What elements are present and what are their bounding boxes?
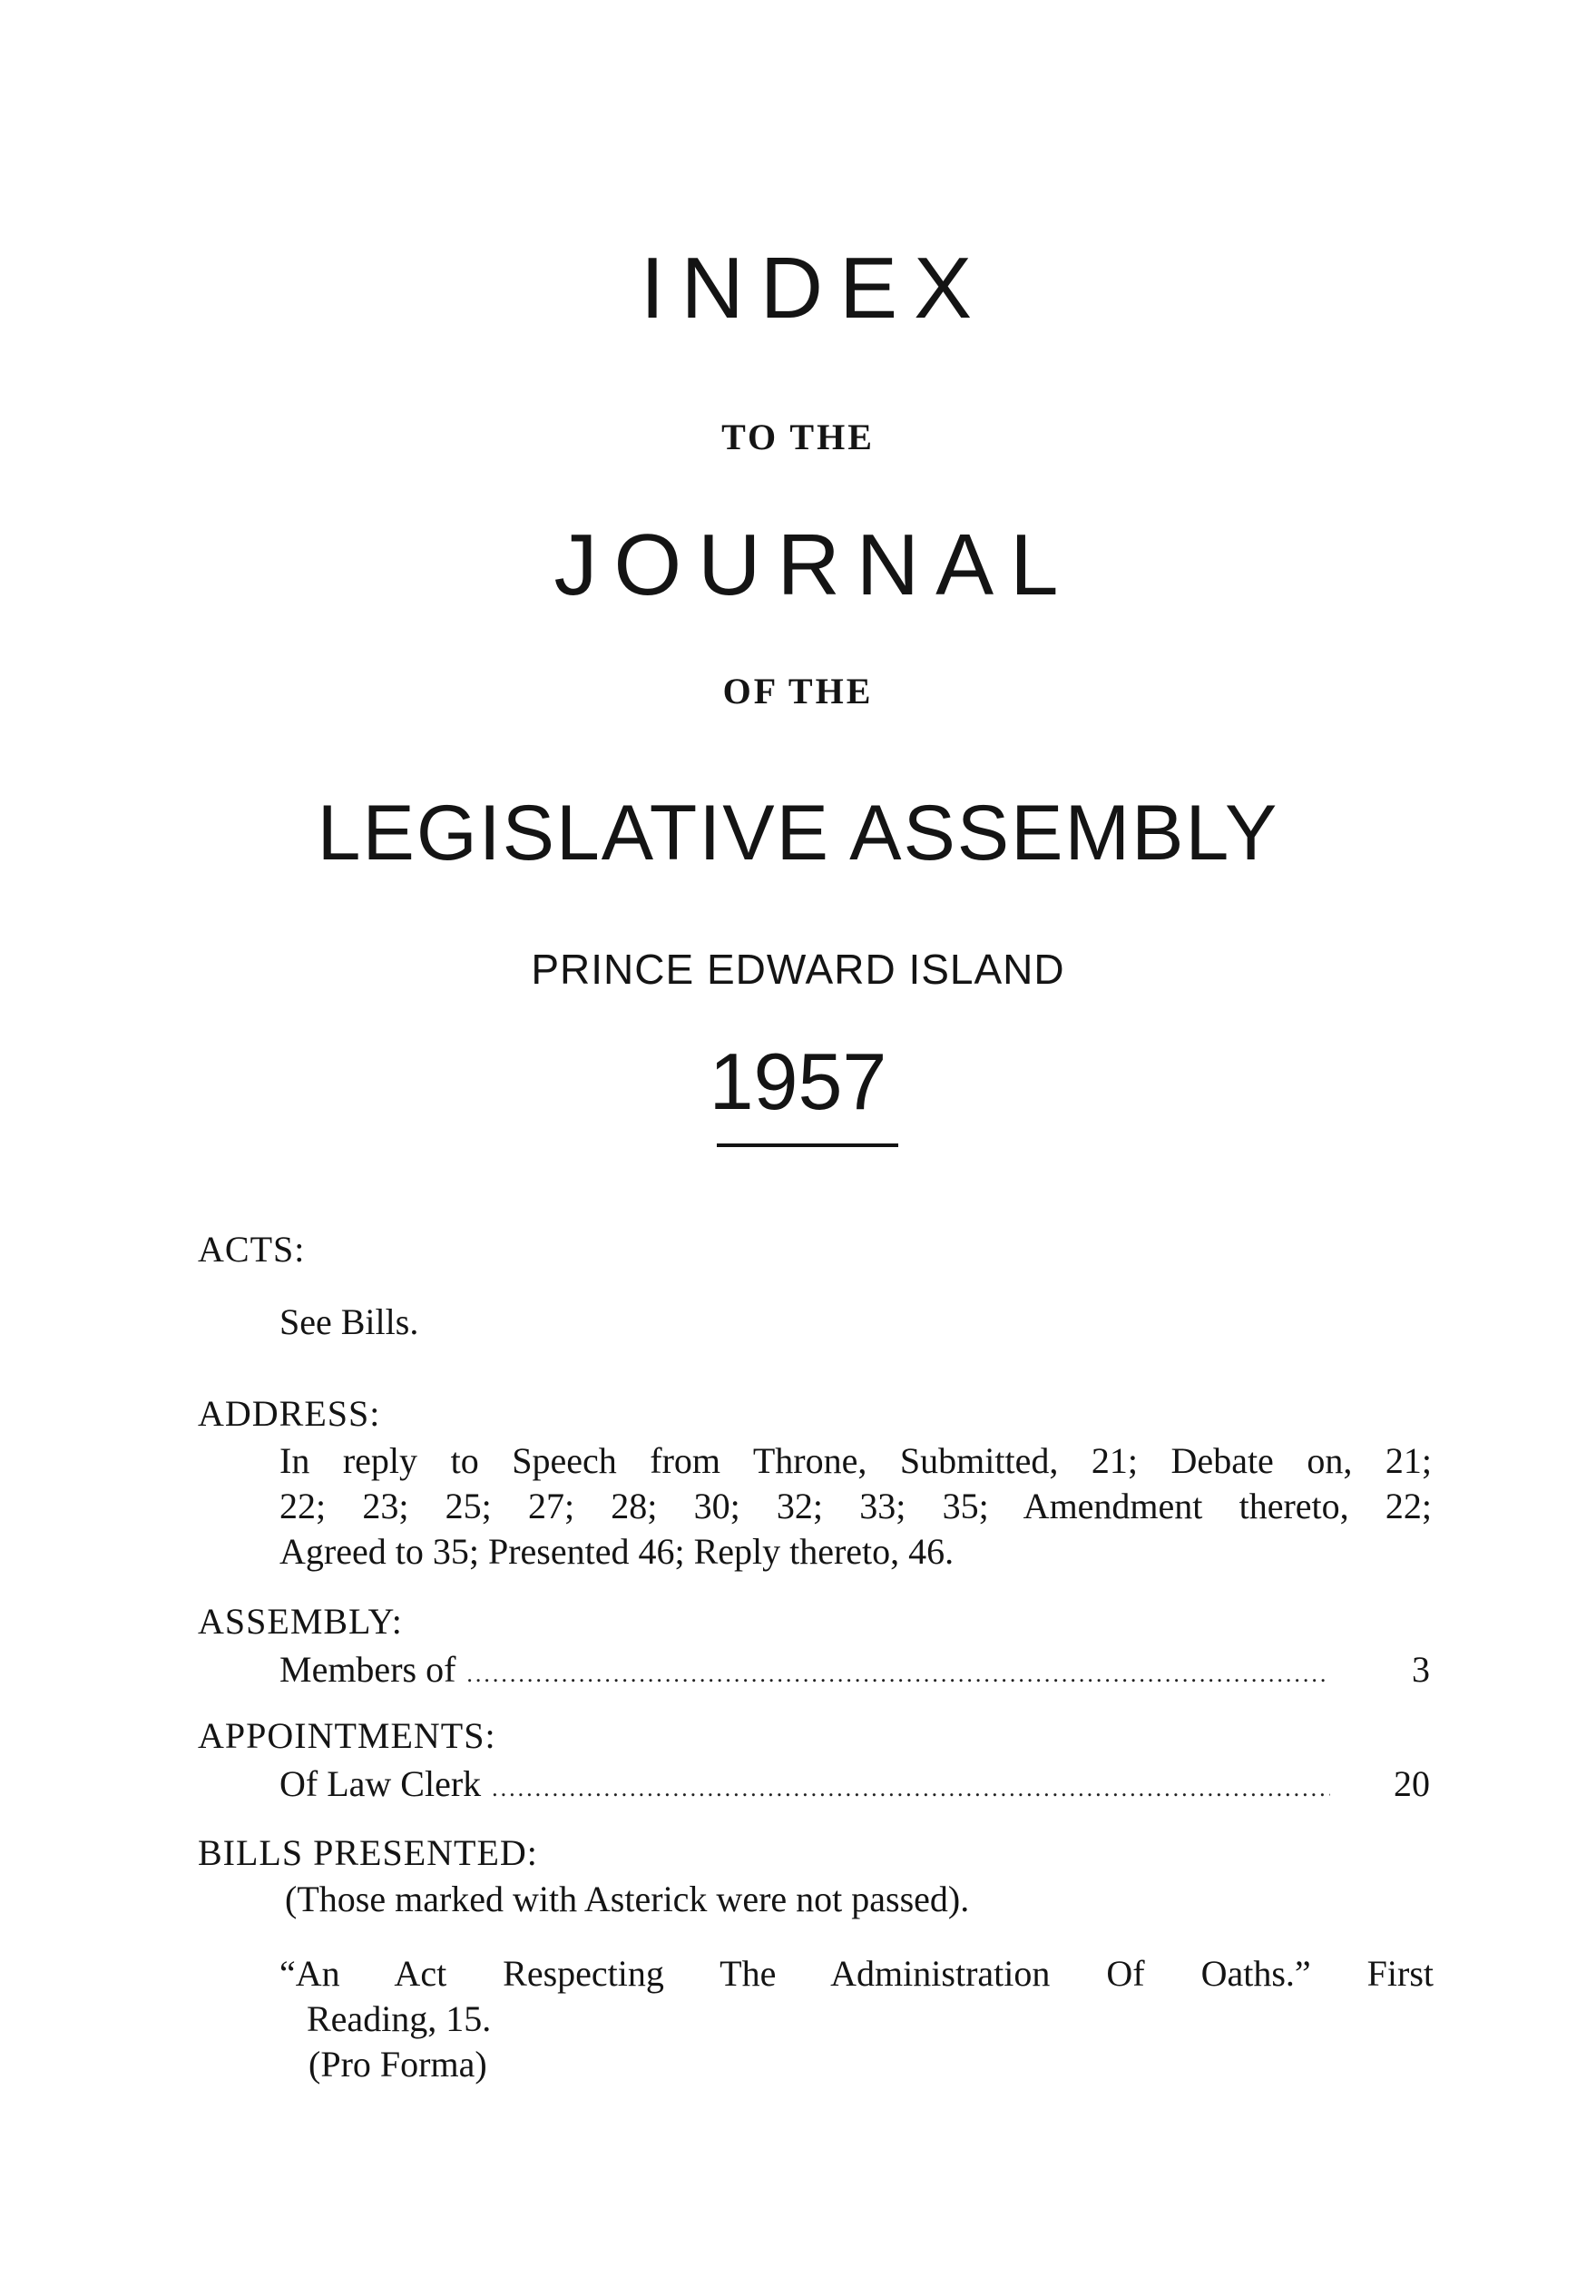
bill-title-line: “An Act Respecting The Administration Of Oaths.” First: [279, 1953, 1434, 1994]
bill-entry: [279, 1951, 1434, 2087]
acts-see-bills: See Bills.: [279, 1301, 419, 1342]
appointments-law-clerk-page: 20: [1394, 1763, 1430, 1804]
legislative-assembly-title: LEGISLATIVE ASSEMBLY: [317, 790, 1279, 877]
address-heading: ADDRESS:: [198, 1393, 381, 1434]
dot-leader: [492, 1766, 1330, 1811]
assembly-members-row: [279, 1647, 1430, 1697]
index-title: INDEX: [640, 240, 989, 337]
appointments-heading: APPOINTMENTS:: [198, 1715, 496, 1756]
acts-heading: ACTS:: [198, 1229, 306, 1270]
year-title: 1957: [709, 1036, 887, 1126]
assembly-heading: ASSEMBLY:: [198, 1601, 403, 1642]
assembly-members-label: Members of: [279, 1649, 456, 1690]
address-text: [279, 1438, 1432, 1575]
of-the-subtitle: OF THE: [722, 671, 874, 711]
address-line-1: In reply to Speech from Throne, Submitted, 21; Debate on, 21;: [279, 1440, 1432, 1481]
to-the-subtitle: TO THE: [721, 417, 875, 457]
bills-presented-heading: BILLS PRESENTED:: [198, 1832, 538, 1873]
bill-pro-forma-line: (Pro Forma): [308, 2044, 487, 2085]
bills-presented-note: (Those marked with Asterick were not passed).: [285, 1879, 970, 1919]
year-underline: [717, 1143, 898, 1147]
dot-leader: [466, 1652, 1330, 1697]
journal-title: JOURNAL: [553, 516, 1075, 613]
address-line-3: Agreed to 35; Presented 46; Reply thereto, 46.: [279, 1531, 955, 1572]
bill-reading-line: Reading, 15.: [307, 1998, 492, 2039]
address-line-2: 22; 23; 25; 27; 28; 30; 32; 33; 35; Amendment thereto, 22;: [279, 1486, 1432, 1526]
appointments-law-clerk-row: [279, 1761, 1430, 1811]
appointments-law-clerk-label: Of Law Clerk: [279, 1763, 482, 1804]
assembly-members-page: 3: [1412, 1649, 1430, 1690]
province-title: PRINCE EDWARD ISLAND: [531, 946, 1065, 993]
